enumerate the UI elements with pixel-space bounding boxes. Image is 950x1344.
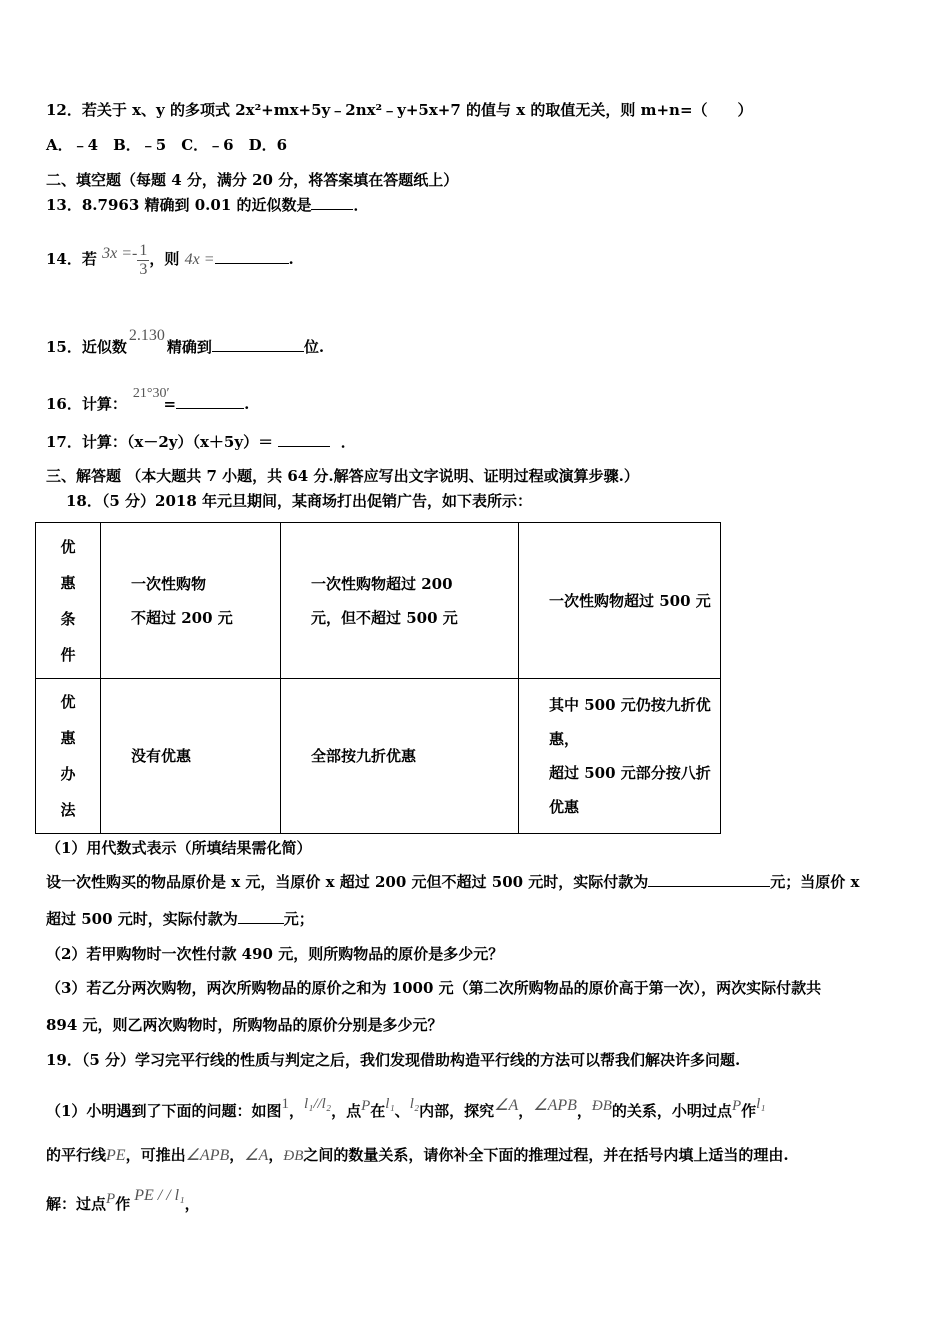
row1-head-char: 件 — [60, 645, 76, 664]
row2-head-char: 法 — [60, 801, 76, 819]
q19-sol-b: 作 — [115, 1195, 131, 1213]
q14-den: 3 — [139, 260, 148, 278]
row1-head-char: 条 — [60, 609, 76, 628]
q17-blank — [278, 432, 330, 447]
q14-mid: ，则 — [149, 250, 180, 268]
q19-l2c: 之间的数量关系，请你补全下面的推理过程，并在括号内填上适当的理由. — [303, 1146, 789, 1164]
row1-cell-2-line: 元，但不超过 500 元 — [311, 608, 458, 627]
q15-mid: 精确到 — [166, 338, 212, 356]
section3-heading: 三、解答题 （本大题共 7 小题，共 64 分.解答应写出文字说明、证明过程或演算步骤.） — [46, 467, 639, 485]
q16 — [46, 376, 249, 422]
q15-number: 2.130 — [128, 327, 165, 344]
q19-angA: ∠A — [494, 1097, 519, 1114]
row2-head-char: 办 — [60, 765, 76, 783]
q15-blank — [212, 337, 304, 352]
q19-P2: P — [731, 1098, 742, 1114]
q13-blank — [311, 195, 353, 210]
q18-p1a: 设一次性购买的物品原价是 x 元，当原价 x 超过 200 元但不超过 500 元时，实际付款为 — [46, 873, 649, 891]
row2-cell-1-line: 没有优惠 — [131, 747, 192, 765]
q18-part3-line2: 894 元，则乙两次购物时，所购物品的原价分别是多少元？ — [46, 1016, 443, 1034]
q13-end: ． — [353, 196, 369, 214]
q14 — [46, 232, 294, 282]
q14-fraction — [137, 242, 149, 279]
q19-angAPB: ∠APB — [533, 1097, 577, 1114]
q19-angB-2: ÐB — [283, 1148, 304, 1164]
q17-text: 17．计算：（x－2y）（x＋5y）＝ — [46, 433, 274, 451]
q18-part1-line1 — [46, 872, 859, 892]
q19-l1-par: l₁//l₂ — [303, 1096, 332, 1112]
row1-cell-2-line: 一次性购物超过 200 — [311, 574, 453, 593]
row2-cell-3 — [519, 679, 721, 834]
q14-num: 1 — [139, 241, 148, 259]
q14-end: . — [288, 250, 294, 268]
row1-cell-3 — [519, 523, 721, 679]
q14-pre: 14．若 — [46, 250, 97, 268]
q19-comma4: ， — [229, 1146, 245, 1164]
q12-options: A．﹣4 B．﹣5 C．﹣6 D．6 — [46, 136, 288, 154]
q18-stem: 18．（5 分）2018 年元旦期间，某商场打出促销广告，如下表所示： — [66, 492, 533, 510]
row1-head-char: 惠 — [60, 573, 76, 592]
q19-sol-a: 解：过点 — [46, 1195, 107, 1213]
q19-PE: PE — [106, 1147, 126, 1164]
q19-comma3: ， — [576, 1102, 592, 1120]
q19-l1f: 作 — [741, 1102, 757, 1120]
row2-cell-2-line: 全部按九折优惠 — [311, 747, 417, 765]
row2-head-char: 惠 — [60, 729, 76, 747]
section2-heading: 二、填空题（每题 4 分，满分 20 分，将答案填在答题纸上） — [46, 171, 459, 189]
q16-blank — [176, 394, 244, 409]
q19-angAPB-2: ∠APB — [185, 1147, 230, 1164]
row2-head-char: 优 — [60, 693, 76, 711]
q17-end: ． — [340, 433, 356, 451]
q18-blank-1 — [648, 872, 770, 887]
q16-end: . — [244, 395, 250, 413]
row1-cell-1-line: 一次性购物 — [131, 574, 207, 593]
q19-solution — [46, 1180, 200, 1220]
row1-cell-3-line: 一次性购物超过 500 元 — [549, 591, 711, 610]
q16-eq: = — [163, 395, 177, 413]
q19-l1c: 在 — [370, 1102, 386, 1120]
q19-P: P — [361, 1098, 371, 1114]
q19-sep: 、 — [394, 1102, 410, 1120]
q19-fig: 1 — [281, 1096, 289, 1112]
row2-header — [36, 679, 101, 834]
row1-header — [36, 523, 101, 679]
q19-angB: ÐB — [591, 1098, 612, 1114]
q19-l1d: 内部，探究 — [419, 1102, 495, 1120]
q13-text: 13．8.7963 精确到 0.01 的近似数是 — [46, 196, 312, 214]
promo-row-conditions — [36, 523, 721, 679]
promo-row-methods — [36, 679, 721, 834]
row1-cell-2 — [281, 523, 519, 679]
q16-expr: 21°30′ — [132, 386, 170, 401]
promo-table — [35, 522, 721, 834]
q18-part1-line2 — [46, 909, 314, 929]
q18-part2: （2）若甲购物时一次性付款 490 元，则所购物品的原价是多少元？ — [46, 945, 504, 963]
row2-cell-3-line: 其中 500 元仍按九折优惠， — [549, 696, 711, 748]
q18-part3-line1: （3）若乙分两次购物，两次所购物品的原价之和为 1000 元（第二次所购物品的原价高于第一次），两次实际付款共 — [46, 979, 822, 997]
q18-p1d: 元； — [283, 910, 314, 928]
q17 — [46, 432, 356, 452]
q18-p1b: 元；当原价 x — [770, 873, 860, 891]
q14-lhs: 3x =- — [102, 245, 138, 262]
q19-angA-2: ∠A — [244, 1147, 269, 1164]
q14-blank — [215, 249, 289, 264]
q19-l1: l₁ — [385, 1096, 395, 1112]
q19-sol-expr: PE / / l₁ — [134, 1187, 185, 1204]
q12-stem: 12．若关于 x、y 的多项式 2x²+mx+5y﹣2nx²﹣y+5x+7 的值与 x 的取值无关，则 m+n=（ ） — [46, 101, 753, 119]
q15-pre: 15．近似数 — [46, 338, 127, 356]
q19-l2b: ，可推出 — [125, 1146, 186, 1164]
q19-line2 — [46, 1142, 789, 1169]
q19-sol-end: ， — [184, 1195, 200, 1213]
q19-l1e: 的关系，小明过点 — [611, 1102, 732, 1120]
row2-cell-1 — [101, 679, 281, 834]
row1-head-char: 优 — [60, 537, 76, 556]
q19-l2: l₂ — [409, 1096, 420, 1112]
q19-comma: ， — [288, 1102, 304, 1120]
q19-comma5: ， — [268, 1146, 284, 1164]
q14-expr: 4x = — [184, 251, 215, 268]
q19-comma2: ， — [518, 1102, 534, 1120]
q19-line1 — [46, 1088, 766, 1127]
q18-blank-2 — [238, 909, 284, 924]
q19-l1a: （1）小明遇到了下面的问题：如图 — [46, 1102, 282, 1120]
q16-pre: 16．计算： — [46, 395, 127, 413]
row1-cell-1-line: 不超过 200 元 — [131, 608, 233, 627]
row2-cell-3-line: 超过 500 元部分按八折优惠 — [549, 764, 711, 816]
q18-p1c: 超过 500 元时，实际付款为 — [46, 910, 238, 928]
q19-stem: 19．（5 分）学习完平行线的性质与判定之后，我们发现借助构造平行线的方法可以帮我们解决许多问题. — [46, 1051, 741, 1069]
q18-part1: （1）用代数式表示（所填结果需化简） — [46, 839, 312, 857]
row2-cell-2 — [281, 679, 519, 834]
q15-end: 位. — [303, 338, 325, 356]
q19-sol-P: P — [106, 1191, 116, 1207]
q13 — [46, 195, 369, 215]
q19-l1-again: l₁ — [756, 1096, 766, 1112]
q19-l1b: ，点 — [331, 1102, 362, 1120]
q15 — [46, 318, 324, 365]
row1-cell-1 — [101, 523, 281, 679]
q19-l2a: 的平行线 — [46, 1146, 107, 1164]
